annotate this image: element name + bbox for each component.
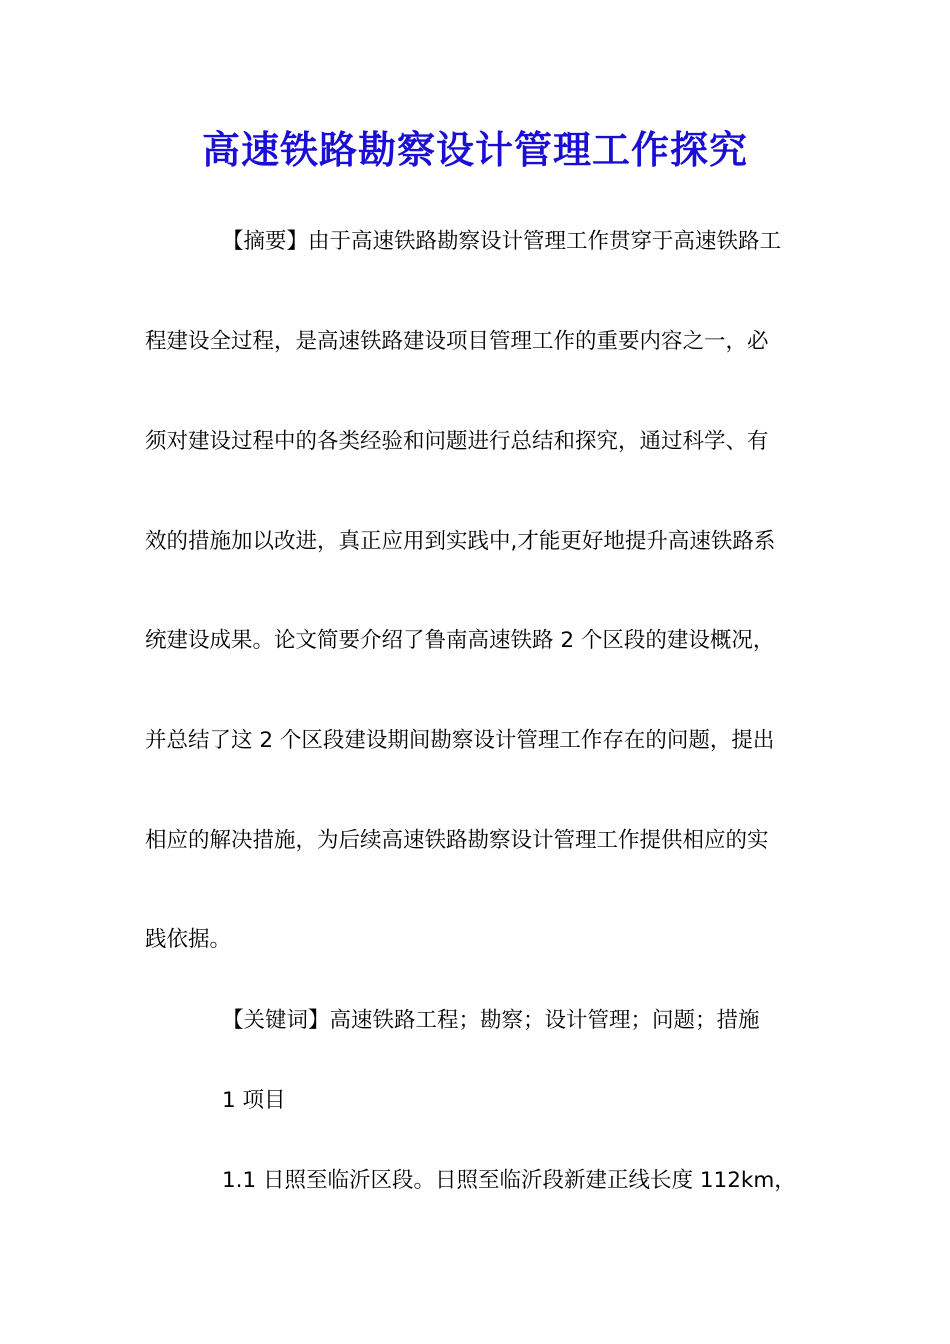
keywords-line: 【关键词】高速铁路工程；勘察；设计管理；问题；措施 bbox=[222, 1008, 760, 1033]
abstract-line-3: 须对建设过程中的各类经验和问题进行总结和探究，通过科学、有 bbox=[145, 429, 769, 454]
subsection-line: 1.1 日照至临沂区段。日照至临沂段新建正线长度 112km， bbox=[222, 1168, 796, 1193]
document-title: 高速铁路勘察设计管理工作探究 bbox=[201, 127, 748, 172]
abstract-line-1: 【摘要】由于高速铁路勘察设计管理工作贯穿于高速铁路工 bbox=[222, 229, 782, 254]
abstract-line-4: 效的措施加以改进，真正应用到实践中,才能更好地提升高速铁路系 bbox=[145, 529, 776, 554]
abstract-line-5: 统建设成果。论文简要介绍了鲁南高速铁路 2 个区段的建设概况， bbox=[145, 628, 775, 653]
abstract-line-2: 程建设全过程，是高速铁路建设项目管理工作的重要内容之一，必 bbox=[145, 329, 769, 354]
abstract-line-8: 践依据。 bbox=[145, 927, 232, 952]
section-heading: 1 项目 bbox=[222, 1088, 286, 1113]
abstract-line-7: 相应的解决措施，为后续高速铁路勘察设计管理工作提供相应的实 bbox=[145, 828, 769, 853]
abstract-line-6: 并总结了这 2 个区段建设期间勘察设计管理工作存在的问题，提出 bbox=[145, 728, 775, 753]
